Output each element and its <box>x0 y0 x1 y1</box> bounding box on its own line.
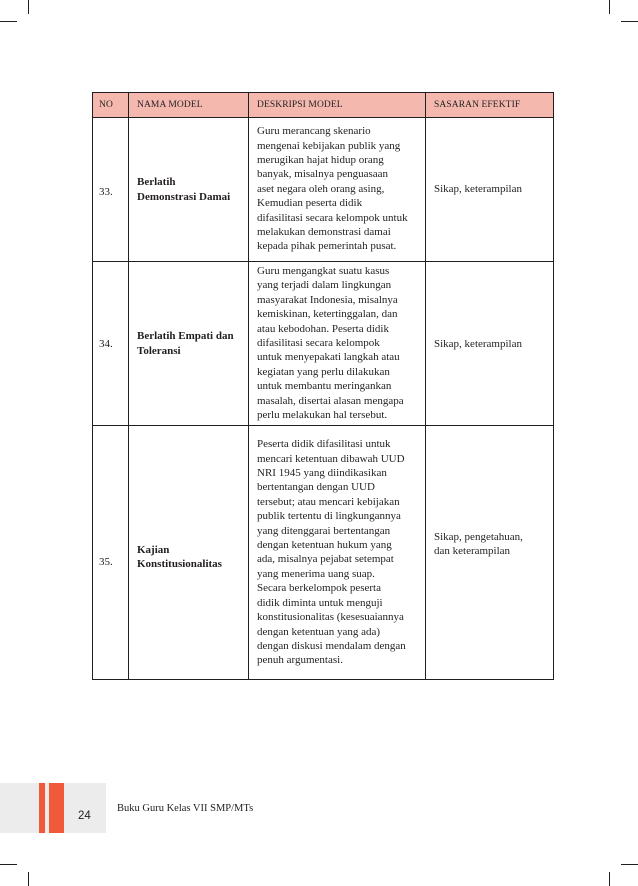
header-description: DESKRIPSI MODEL <box>249 93 426 118</box>
description-line: yang terjadi dalam lingkungan <box>257 279 392 292</box>
description-line: dengan diskusi mendalam dengan <box>257 639 406 652</box>
description-line: difasilitasi secara kelompok untuk <box>257 211 408 224</box>
description-line: difasilitasi secara kelompok <box>257 337 380 350</box>
description-line: bertentangan dengan UUD <box>257 481 375 494</box>
model-name <box>129 262 249 426</box>
row-number: 35. <box>93 426 129 680</box>
row-number: 33. <box>93 118 129 262</box>
description-line: mencari ketentuan dibawah UUD <box>257 452 405 465</box>
target-competency <box>426 426 554 680</box>
description-line: merugikan hajat hidup orang <box>257 153 384 166</box>
table-header-row <box>93 93 554 118</box>
target-line: dan keterampilan <box>434 544 511 557</box>
description-line: masalah, disertai alasan mengapa <box>257 394 404 407</box>
description-line: masyarakat Indonesia, misalnya <box>257 293 398 306</box>
description-line: kegiatan yang perlu dilakukan <box>257 365 390 378</box>
model-name-line: Berlatih Empati dan <box>137 330 234 343</box>
description-line: kepada pihak pemerintah pusat. <box>257 240 397 253</box>
description-line: Peserta didik difasilitasi untuk <box>257 438 391 451</box>
description-line: didik diminta untuk menguji <box>257 596 383 609</box>
description-line: yang ditenggarai bertentangan <box>257 524 391 537</box>
description-line: NRI 1945 yang diindikasikan <box>257 467 387 480</box>
header-model-name: NAMA MODEL <box>129 93 249 118</box>
description-line: kemiskinan, ketertinggalan, dan <box>257 308 398 321</box>
table-row <box>93 118 554 262</box>
crop-mark <box>0 864 17 865</box>
model-description <box>249 426 426 680</box>
model-name-line: Toleransi <box>137 344 181 357</box>
table-row <box>93 426 554 680</box>
description-line: atau kebodohan. Peserta didik <box>257 322 389 335</box>
description-line: Guru mengangkat suatu kasus <box>257 265 390 277</box>
target-competency <box>426 118 554 262</box>
description-line: yang menerima uang suap. <box>257 567 375 580</box>
description-line: aset negara oleh orang asing, <box>257 182 385 195</box>
crop-mark <box>0 21 17 22</box>
target-line: Sikap, keterampilan <box>434 337 522 350</box>
crop-mark <box>28 0 29 14</box>
crop-mark <box>609 872 610 886</box>
header-target: SASARAN EFEKTIF <box>426 93 554 118</box>
description-line: Secara berkelompok peserta <box>257 582 381 595</box>
model-description <box>249 262 426 426</box>
model-description <box>249 118 426 262</box>
crop-mark <box>609 0 610 14</box>
target-line: Sikap, keterampilan <box>434 183 522 196</box>
model-name-line: Demonstrasi Damai <box>137 190 231 203</box>
footer-accent-stripe <box>49 783 64 833</box>
description-line: tersebut; atau mencari kebijakan <box>257 495 400 508</box>
learning-model-table <box>92 92 554 680</box>
book-title: Buku Guru Kelas VII SMP/MTs <box>117 803 254 814</box>
description-line: melakukan demonstrasi damai <box>257 226 391 239</box>
description-line: untuk menyepakati langkah atau <box>257 351 400 364</box>
model-name <box>129 426 249 680</box>
crop-mark <box>28 872 29 886</box>
description-line: banyak, misalnya penguasaan <box>257 168 389 181</box>
page-number: 24 <box>78 810 91 822</box>
model-name-line: Berlatih <box>137 176 176 189</box>
description-line: publik tertentu di lingkungannya <box>257 510 401 523</box>
description-line: dengan ketentuan yang ada) <box>257 625 381 638</box>
footer-accent-stripe <box>39 783 45 833</box>
row-number: 34. <box>93 262 129 426</box>
target-competency <box>426 262 554 426</box>
description-line: Kemudian peserta didik <box>257 197 363 210</box>
model-name-line: Konstitusionalitas <box>137 557 222 570</box>
description-line: ada, misalnya pejabat setempat <box>257 553 394 566</box>
target-line: Sikap, pengetahuan, <box>434 530 523 543</box>
description-line: untuk membantu meringankan <box>257 380 392 393</box>
description-line: Guru merancang skenario <box>257 125 371 138</box>
header-no: NO <box>93 93 129 118</box>
description-line: mengenai kebijakan publik yang <box>257 139 401 152</box>
model-name-line: Kajian <box>137 543 170 556</box>
table-row <box>93 262 554 426</box>
model-name <box>129 118 249 262</box>
crop-mark <box>621 21 638 22</box>
description-line: penuh argumentasi. <box>257 654 343 667</box>
description-line: perlu melakukan hal tersebut. <box>257 409 388 422</box>
description-line: konstitusionalitas (kesesuaiannya <box>257 611 404 624</box>
crop-mark <box>621 864 638 865</box>
description-line: dengan ketentuan hukum yang <box>257 539 392 552</box>
